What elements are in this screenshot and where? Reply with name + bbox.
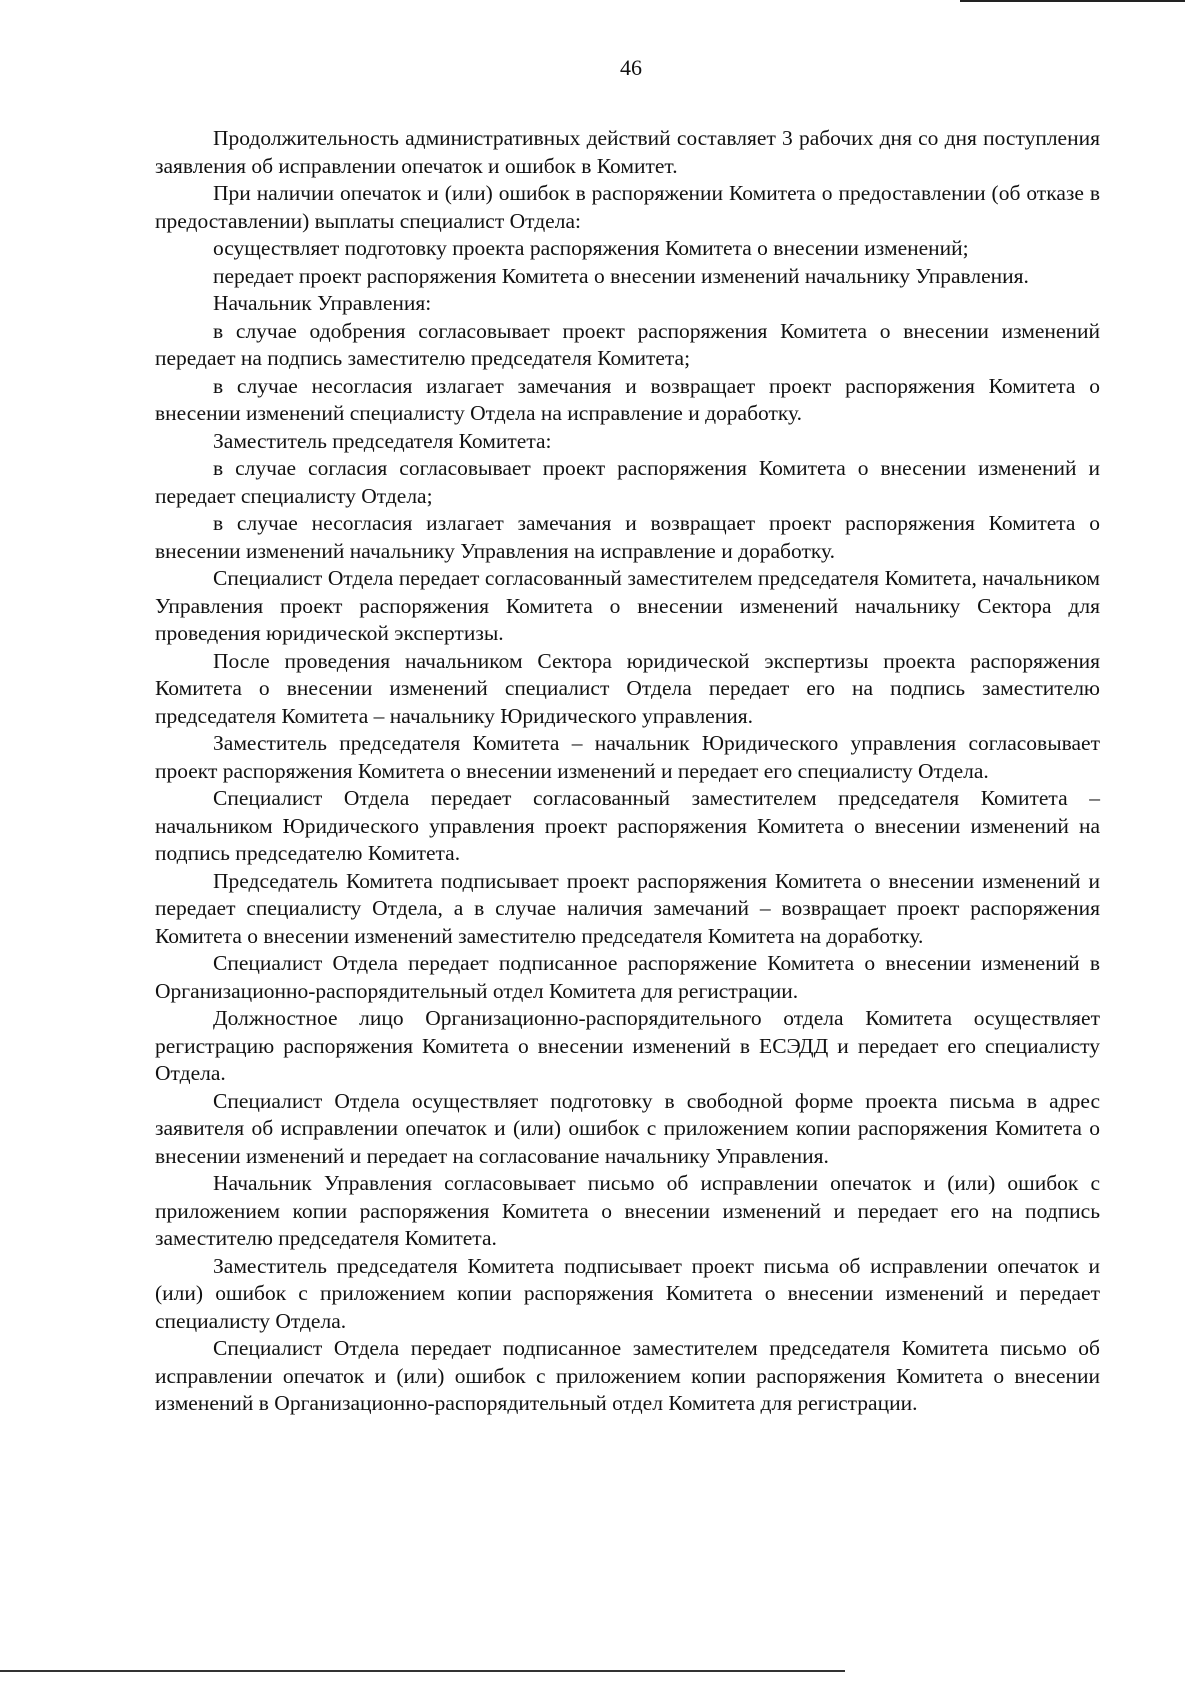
paragraph: Заместитель председателя Комитета: bbox=[213, 428, 552, 453]
document-body bbox=[155, 125, 1100, 1418]
paragraph: в случае согласия согласовывает проект распоряжения Комитета о внесении изменений и передает специалисту Отдела; bbox=[155, 456, 1100, 508]
paragraph: осуществляет подготовку проекта распоряжения Комитета о внесении изменений; bbox=[213, 236, 969, 260]
paragraph: Специалист Отдела осуществляет подготовку в свободной форме проекта письма в адрес заявителя об исправлении опечаток и (или) ошибок с приложением копии распоряжения Комитета о внесении изменений и передает на согласование начальнику Управления. bbox=[155, 1088, 1100, 1168]
top-rule bbox=[960, 0, 1185, 2]
paragraph: Должностное лицо Организационно-распорядительного отдела Комитета осуществляет регистрацию распоряжения Комитета о внесении изменений в ЕСЭДД и передает его специалисту Отдела. bbox=[155, 1006, 1100, 1085]
paragraph: Начальник Управления согласовывает письмо об исправлении опечаток и (или) ошибок с приложением копии распоряжения Комитета о внесении изменений и передает его на подпись заместителю председателя Комитета. bbox=[155, 1171, 1100, 1250]
bottom-rule bbox=[0, 1670, 845, 1672]
paragraph: Специалист Отдела передает подписанное заместителем председателя Комитета письмо об исправлении опечаток и (или) ошибок с приложением копии распоряжения Комитета о внесении изменений в Организационно-распорядительный отдел Комитета для регистрации. bbox=[155, 1336, 1100, 1415]
paragraph: Заместитель председателя Комитета подписывает проект письма об исправлении опечаток и (или) ошибок с приложением копии распоряжения Комитета о внесении изменений и передает специалисту Отдела. bbox=[155, 1253, 1100, 1333]
paragraph: Специалист Отдела передает согласованный заместителем председателя Комитета – начальником Юридического управления проект распоряжения Комитета о внесении изменений на подпись председателю Комитета. bbox=[155, 786, 1100, 865]
paragraph: в случае несогласия излагает замечания и возвращает проект распоряжения Комитета о внесении изменений специалисту Отдела на исправление и доработку. bbox=[155, 373, 1100, 425]
paragraph: Заместитель председателя Комитета – начальник Юридического управления согласовывает проект распоряжения Комитета о внесении изменений и передает его специалисту Отдела. bbox=[155, 731, 1100, 783]
page-number: 46 bbox=[620, 55, 642, 80]
paragraph: Начальник Управления: bbox=[213, 291, 432, 315]
paragraph: передает проект распоряжения Комитета о внесении изменений начальнику Управления. bbox=[213, 263, 1029, 288]
paragraph: Специалист Отдела передает согласованный заместителем председателя Комитета, начальником Управления проект распоряжения Комитета о внесении изменений начальнику Сектора для проведения юридической экспертизы. bbox=[155, 566, 1100, 645]
paragraph: При наличии опечаток и (или) ошибок в распоряжении Комитета о предоставлении (об отказе в предоставлении) выплаты специалист Отдела: bbox=[155, 181, 1100, 233]
paragraph: в случае несогласия излагает замечания и возвращает проект распоряжения Комитета о внесении изменений начальнику Управления на исправление и доработку. bbox=[155, 511, 1100, 563]
paragraph: Специалист Отдела передает подписанное распоряжение Комитета о внесении изменений в Организационно-распорядительный отдел Комитета для регистрации. bbox=[155, 951, 1100, 1003]
paragraph: Председатель Комитета подписывает проект распоряжения Комитета о внесении изменений и передает специалисту Отдела, а в случае наличия замечаний – возвращает проект распоряжения Комитета о внесении изменений заместителю председателя Комитета на доработку. bbox=[155, 868, 1100, 948]
paragraph: Продолжительность административных действий составляет 3 рабочих дня со дня поступления заявления об исправлении опечаток и ошибок в Комитет. bbox=[155, 126, 1100, 178]
paragraph: После проведения начальником Сектора юридической экспертизы проекта распоряжения Комитета о внесении изменений специалист Отдела передает его на подпись заместителю председателя Комитета – начальнику Юридического управления. bbox=[155, 648, 1100, 728]
paragraph: в случае одобрения согласовывает проект распоряжения Комитета о внесении изменений передает на подпись заместителю председателя Комитета; bbox=[155, 318, 1100, 370]
